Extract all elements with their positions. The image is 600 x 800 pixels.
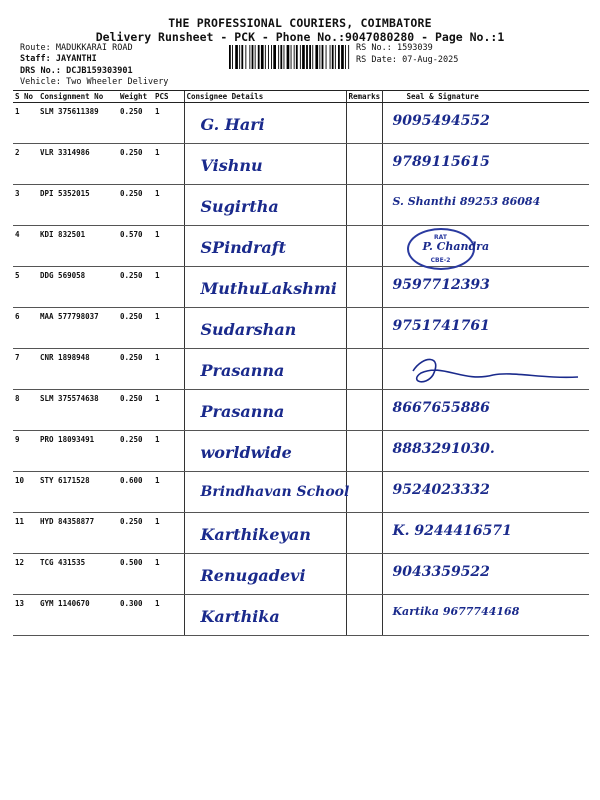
- cell-remarks: [346, 308, 382, 349]
- cell-seal-signature: [382, 595, 589, 636]
- staff-label: Staff:: [20, 54, 51, 64]
- cell-pcs: 1: [153, 185, 184, 226]
- consignee-handwriting: Brindhavan School: [200, 484, 350, 500]
- cell-sno: 8: [13, 390, 38, 431]
- cell-pcs: 1: [153, 308, 184, 349]
- cell-consignee: [184, 226, 346, 267]
- signature-handwriting: 9789115615: [392, 154, 490, 170]
- cell-weight: 0.250: [118, 103, 153, 144]
- cell-consignment-no: KDI 832501: [38, 226, 118, 267]
- cell-remarks: [346, 185, 382, 226]
- cell-consignment-no: SLM 375611389: [38, 103, 118, 144]
- cell-sno: 2: [13, 144, 38, 185]
- signature-handwriting: 8883291030.: [392, 441, 495, 457]
- consignee-handwriting: G. Hari: [200, 115, 265, 134]
- cell-seal-signature: [382, 226, 589, 267]
- cell-seal-signature: [382, 308, 589, 349]
- cell-weight: 0.250: [118, 513, 153, 554]
- col-consignee-details: Consignee Details: [184, 91, 346, 103]
- consignee-handwriting: Karthikeyan: [200, 525, 311, 544]
- cell-remarks: [346, 144, 382, 185]
- cell-consignee: [184, 185, 346, 226]
- col-consignment-no: Consignment No: [38, 91, 118, 103]
- cell-weight: 0.250: [118, 390, 153, 431]
- consignee-handwriting: Karthika: [200, 607, 280, 626]
- table-row: [13, 185, 589, 226]
- route-value: MADUKKARAI ROAD: [55, 43, 133, 53]
- cell-consignee: [184, 513, 346, 554]
- signature-handwriting: S. Shanthi 89253 86084: [392, 195, 541, 208]
- cell-seal-signature: [382, 185, 589, 226]
- cell-weight: 0.250: [118, 267, 153, 308]
- cell-remarks: [346, 513, 382, 554]
- cell-sno: 5: [13, 267, 38, 308]
- signature-handwriting: 9751741761: [392, 318, 490, 334]
- cell-consignee: [184, 349, 346, 390]
- runsheet-subtitle: Delivery Runsheet - PCK - Phone No.:9047080280 - Page No.:1: [95, 30, 505, 44]
- consignee-handwriting: Vishnu: [200, 156, 263, 175]
- cell-sno: 13: [13, 595, 38, 636]
- cell-pcs: 1: [153, 349, 184, 390]
- signature-handwriting: 9043359522: [392, 564, 490, 580]
- cell-consignee: [184, 308, 346, 349]
- consignee-handwriting: Renugadevi: [200, 566, 306, 585]
- cell-sno: 1: [13, 103, 38, 144]
- table-row: [13, 103, 589, 144]
- cell-consignment-no: DDG 569058: [38, 267, 118, 308]
- cell-weight: 0.600: [118, 472, 153, 513]
- cell-consignment-no: TCG 431535: [38, 554, 118, 595]
- cell-sno: 9: [13, 431, 38, 472]
- cell-consignee: [184, 144, 346, 185]
- col-sno: S No: [13, 91, 38, 103]
- table-header-row: [13, 91, 589, 103]
- vehicle-value: Two Wheeler Delivery: [66, 77, 169, 87]
- cell-seal-signature: [382, 103, 589, 144]
- cell-consignee: [184, 595, 346, 636]
- cell-remarks: [346, 554, 382, 595]
- cell-consignee: [184, 554, 346, 595]
- cell-weight: 0.570: [118, 226, 153, 267]
- cell-consignment-no: SLM 375574638: [38, 390, 118, 431]
- stamp-bottom-text: CBE-2: [430, 257, 451, 264]
- cell-remarks: [346, 349, 382, 390]
- cell-consignee: [184, 103, 346, 144]
- cell-sno: 12: [13, 554, 38, 595]
- col-pcs: PCS: [153, 91, 184, 103]
- cell-consignment-no: MAA 577798037: [38, 308, 118, 349]
- cell-sno: 11: [13, 513, 38, 554]
- drs-line: [20, 66, 133, 76]
- table-row: [13, 390, 589, 431]
- staff-line: [20, 54, 97, 64]
- rs-date-line: [356, 55, 458, 65]
- cell-pcs: 1: [153, 226, 184, 267]
- staff-value: JAYANTHI: [55, 54, 97, 64]
- drs-label: DRS No.:: [20, 66, 61, 76]
- signature-handwriting: 9524023332: [392, 482, 490, 498]
- cell-weight: 0.250: [118, 431, 153, 472]
- cell-consignee: [184, 390, 346, 431]
- cell-pcs: 1: [153, 144, 184, 185]
- cell-sno: 3: [13, 185, 38, 226]
- cell-consignment-no: GYM 1140670: [38, 595, 118, 636]
- rs-no-value: 1593039: [396, 43, 433, 53]
- stamp-top-text: RAT: [434, 234, 447, 241]
- table-row: [13, 595, 589, 636]
- consignee-handwriting: Prasanna: [200, 361, 285, 380]
- cell-consignment-no: HYD 84358877: [38, 513, 118, 554]
- cell-seal-signature: [382, 349, 589, 390]
- cell-remarks: [346, 267, 382, 308]
- cell-remarks: [346, 103, 382, 144]
- cell-consignee: [184, 431, 346, 472]
- cell-remarks: [346, 431, 382, 472]
- cell-weight: 0.250: [118, 185, 153, 226]
- signature-scribble: [403, 353, 583, 389]
- cell-seal-signature: [382, 472, 589, 513]
- drs-value: DCJB159303901: [66, 66, 133, 76]
- signature-handwriting: Kartika 9677744168: [392, 605, 520, 618]
- cell-pcs: 1: [153, 554, 184, 595]
- runsheet-table: [13, 90, 589, 626]
- signature-handwriting: 9597712393: [392, 277, 490, 293]
- cell-pcs: 1: [153, 390, 184, 431]
- cell-seal-signature: [382, 267, 589, 308]
- vehicle-line: [20, 77, 168, 87]
- cell-consignment-no: STY 6171528: [38, 472, 118, 513]
- cell-seal-signature: [382, 513, 589, 554]
- table-row: [13, 267, 589, 308]
- cell-weight: 0.500: [118, 554, 153, 595]
- cell-consignment-no: CNR 1898948: [38, 349, 118, 390]
- col-weight: Weight: [118, 91, 153, 103]
- cell-seal-signature: [382, 554, 589, 595]
- table-row: [13, 431, 589, 472]
- table-row: [13, 349, 589, 390]
- cell-sno: 10: [13, 472, 38, 513]
- rs-no-line: [356, 43, 433, 53]
- signature-handwriting: 9095494552: [392, 113, 490, 129]
- signature-handwriting: 8667655886: [392, 400, 490, 416]
- cell-pcs: 1: [153, 472, 184, 513]
- barcode-image: [228, 45, 352, 69]
- rs-no-label: RS No.:: [356, 43, 392, 53]
- table-row: [13, 308, 589, 349]
- cell-remarks: [346, 595, 382, 636]
- cell-sno: 6: [13, 308, 38, 349]
- cell-remarks: [346, 226, 382, 267]
- signature-handwriting: P. Chandra: [422, 240, 490, 253]
- cell-consignment-no: DPI 5352015: [38, 185, 118, 226]
- cell-sno: 4: [13, 226, 38, 267]
- cell-seal-signature: [382, 144, 589, 185]
- cell-seal-signature: [382, 390, 589, 431]
- route-line: [20, 43, 133, 53]
- col-remarks: Remarks: [346, 91, 382, 103]
- rs-date-value: 07-Aug-2025: [402, 55, 459, 65]
- rs-date-label: RS Date:: [356, 55, 397, 65]
- table-row: [13, 554, 589, 595]
- consignee-handwriting: MuthuLakshmi: [200, 279, 337, 298]
- cell-remarks: [346, 472, 382, 513]
- cell-sno: 7: [13, 349, 38, 390]
- company-title: THE PROFESSIONAL COURIERS, COIMBATORE: [168, 16, 432, 30]
- table-row: [13, 513, 589, 554]
- route-label: Route:: [20, 43, 51, 53]
- cell-pcs: 1: [153, 595, 184, 636]
- table-row: [13, 144, 589, 185]
- cell-weight: 0.300: [118, 595, 153, 636]
- cell-pcs: 1: [153, 267, 184, 308]
- col-seal-signature: Seal & Signature: [382, 91, 589, 103]
- cell-weight: 0.250: [118, 144, 153, 185]
- cell-pcs: 1: [153, 513, 184, 554]
- table-row: [13, 472, 589, 513]
- consignee-handwriting: worldwide: [200, 443, 292, 462]
- consignee-handwriting: Sudarshan: [200, 320, 297, 339]
- cell-pcs: 1: [153, 431, 184, 472]
- cell-seal-signature: [382, 431, 589, 472]
- cell-remarks: [346, 390, 382, 431]
- consignee-handwriting: SPindraft: [200, 238, 287, 257]
- cell-pcs: 1: [153, 103, 184, 144]
- vehicle-label: Vehicle:: [20, 77, 61, 87]
- cell-consignee: [184, 472, 350, 513]
- consignee-handwriting: Prasanna: [200, 402, 285, 421]
- cell-consignment-no: PRO 18093491: [38, 431, 118, 472]
- cell-consignee: [184, 267, 346, 308]
- cell-weight: 0.250: [118, 349, 153, 390]
- table-row: [13, 226, 589, 267]
- cell-weight: 0.250: [118, 308, 153, 349]
- cell-consignment-no: VLR 3314986: [38, 144, 118, 185]
- consignee-handwriting: Sugirtha: [200, 197, 279, 216]
- signature-handwriting: K. 9244416571: [392, 523, 512, 539]
